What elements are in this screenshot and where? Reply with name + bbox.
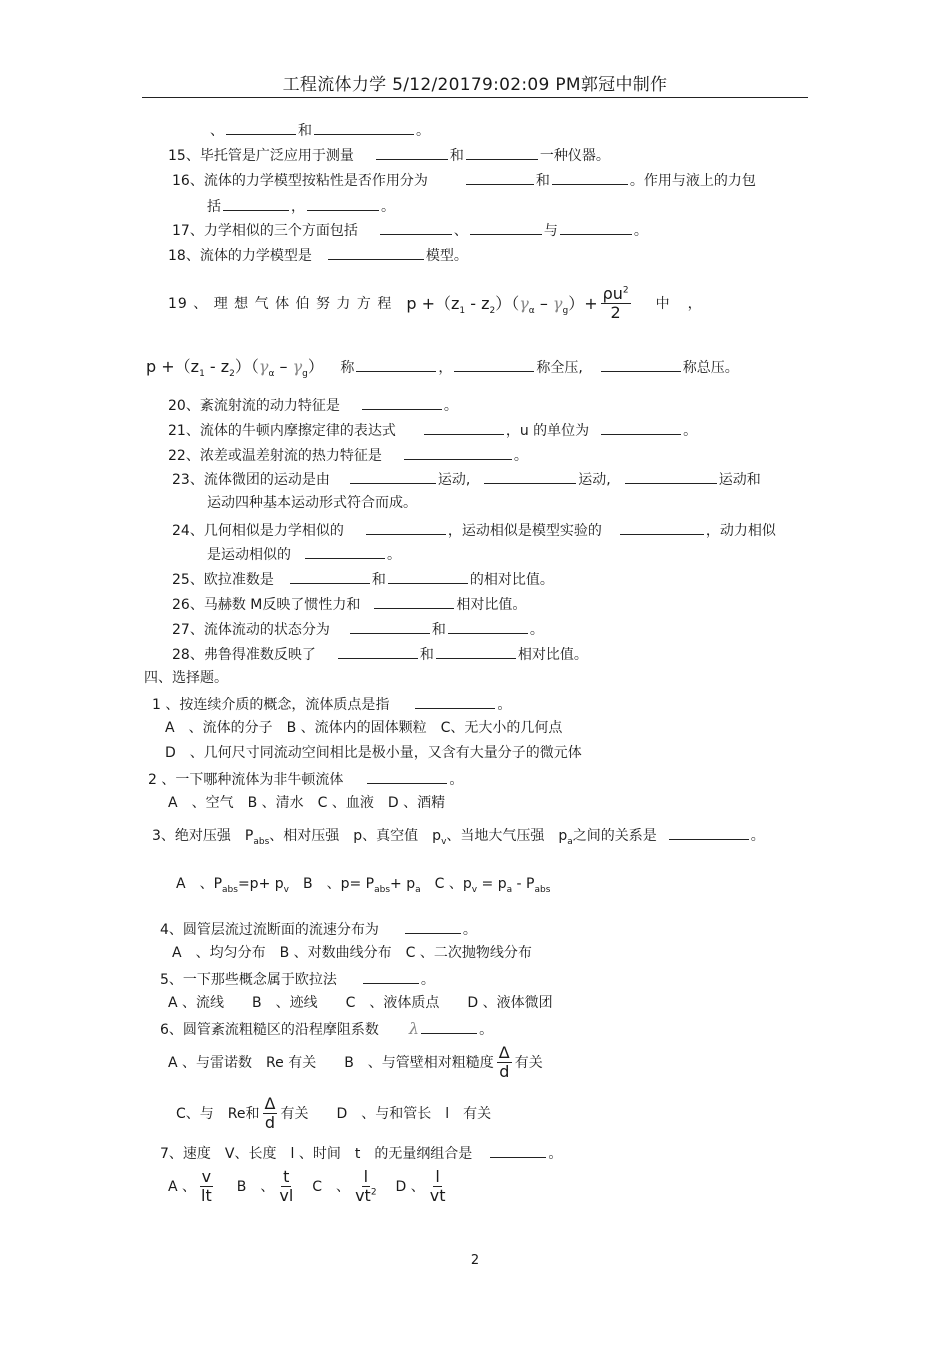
answer-blank[interactable]	[424, 420, 504, 435]
question-24-continuation: 是运动相似的 。	[207, 544, 401, 564]
option-a-fraction: $\frac{v}{lt}$	[201, 1167, 212, 1205]
answer-blank[interactable]	[338, 644, 418, 659]
question-14-continuation: 、 和 。	[210, 120, 430, 140]
answer-blank[interactable]	[388, 569, 468, 584]
question-19: 19 、 理 想 气 体 伯 努 力 方 程 $p +(z_1 - z_2)(\gamma_\alpha - \gamma_g)+$ $\frac{\rho u^2}{2}$ 中 ，	[168, 284, 702, 322]
question-28: 28、弗鲁得准数反映了 和 相对比值。	[172, 644, 588, 664]
choice-question-6: 6、圆管紊流粗糙区的沿程摩阻系数 λ 。	[160, 1019, 494, 1038]
answer-blank[interactable]	[560, 220, 632, 235]
answer-blank[interactable]	[307, 196, 379, 211]
question-16: 16、流体的力学模型按粘性是否作用分为 和 。作用与液上的力包	[172, 170, 756, 190]
choice-question-4: 4、圆管层流过流断面的流速分布为 。	[160, 919, 477, 939]
choice-7-options: A 、 $\frac{v}{lt}$ B 、 $\frac{t}{vl}$ C 、 $\frac{l}{vt^2}$ D 、 $\frac{l}{vt}$	[168, 1167, 446, 1205]
answer-blank[interactable]	[490, 1143, 546, 1158]
question-23: 23、流体微团的运动是由 运动, 运动, 运动和	[172, 469, 761, 489]
answer-blank[interactable]	[226, 120, 296, 135]
answer-blank[interactable]	[669, 825, 749, 840]
answer-blank[interactable]	[314, 120, 414, 135]
answer-blank[interactable]	[436, 644, 516, 659]
answer-blank[interactable]	[466, 145, 538, 160]
lambda-symbol: λ	[408, 1019, 420, 1038]
answer-blank[interactable]	[363, 969, 419, 984]
relative-roughness-fraction: $\frac{\Delta}{d}$	[498, 1043, 510, 1081]
relative-roughness-fraction: $\frac{\Delta}{d}$	[264, 1094, 276, 1132]
choice-6-options-ab: A 、与雷诺数 Re 有关 B 、与管壁相对粗糙度 $\frac{\Delta}{d}$ 有关	[168, 1043, 543, 1081]
answer-blank[interactable]	[367, 769, 447, 784]
question-16-continuation: 括 ， 。	[207, 196, 395, 216]
answer-blank[interactable]	[380, 220, 452, 235]
choice-question-7: 7、速度 V、长度 l 、时间 t 的无量纲组合是 。	[160, 1143, 562, 1163]
option-b-fraction: $\frac{t}{vl}$	[279, 1167, 294, 1205]
answer-blank[interactable]	[350, 619, 430, 634]
question-17: 17、力学相似的三个方面包括 、 与 。	[172, 220, 648, 240]
choice-question-1: 1 、按连续介质的概念，流体质点是指 。	[152, 694, 511, 714]
answer-blank[interactable]	[328, 245, 424, 260]
answer-blank[interactable]	[421, 1019, 477, 1034]
question-27: 27、流体流动的状态分为 和 。	[172, 619, 544, 639]
answer-blank[interactable]	[376, 145, 448, 160]
answer-blank[interactable]	[448, 619, 528, 634]
answer-blank[interactable]	[415, 694, 495, 709]
question-21: 21、流体的牛顿内摩擦定律的表达式 ，u 的单位为 。	[168, 420, 697, 440]
choice-question-3: 3、绝对压强 $P_{abs}$、相对压强 p、真空值 $p_v$、当地大气压强 $p_a$之间的关系是 。	[152, 825, 765, 845]
choice-6-options-cd: C、与 Re和 $\frac{\Delta}{d}$ 有关 D 、与和管长 l 有关	[176, 1094, 492, 1132]
choice-5-options: A 、流线 B 、迹线 C 、液体质点 D 、液体微团	[168, 995, 553, 1011]
choice-4-options: A 、均匀分布 B 、对数曲线分布 C 、二次抛物线分布	[172, 945, 532, 961]
choice-1-options-abc: A 、流体的分子 B 、流体内的固体颗粒 C、无大小的几何点	[165, 720, 563, 736]
answer-blank[interactable]	[356, 357, 436, 372]
question-24: 24、几何相似是力学相似的 ，运动相似是模型实验的 ，动力相似	[172, 520, 776, 540]
answer-blank[interactable]	[601, 357, 681, 372]
question-25: 25、欧拉准数是 和 的相对比值。	[172, 569, 554, 589]
page-number: 2	[470, 1253, 480, 1268]
bernoulli-formula: $p +(z_1 - z_2)(\gamma_\alpha - \gamma_g)+$	[406, 293, 598, 316]
option-d-fraction: $\frac{l}{vt}$	[429, 1167, 446, 1205]
answer-blank[interactable]	[470, 220, 542, 235]
answer-blank[interactable]	[466, 170, 534, 185]
section-4-title: 四、选择题。	[144, 670, 228, 686]
answer-blank[interactable]	[484, 469, 576, 484]
answer-blank[interactable]	[350, 469, 436, 484]
answer-blank[interactable]	[374, 594, 454, 609]
question-15: 15、毕托管是广泛应用于测量 和 一种仪器。	[168, 145, 610, 165]
option-c-fraction: $\frac{l}{vt^2}$	[355, 1167, 377, 1205]
answer-blank[interactable]	[454, 357, 534, 372]
answer-blank[interactable]	[552, 170, 628, 185]
choice-2-options: A 、空气 B 、清水 C 、血液 D 、酒精	[168, 795, 446, 811]
choice-1-option-d: D 、几何尺寸同流动空间相比是极小量，又含有大量分子的微元体	[165, 745, 582, 761]
choice-3-options: A 、$P_{abs}=p+ p_v$ B 、$p= P_{abs}+ p_a$ C 、$p_v = p_a - P_{abs}$	[176, 876, 551, 895]
answer-blank[interactable]	[366, 520, 446, 535]
answer-blank[interactable]	[223, 196, 289, 211]
answer-blank[interactable]	[625, 469, 717, 484]
answer-blank[interactable]	[620, 520, 704, 535]
answer-blank[interactable]	[362, 395, 442, 410]
page-header-title: 工程流体力学 5/12/20179:02:09 PM郭冠中制作	[282, 75, 668, 95]
answer-blank[interactable]	[290, 569, 370, 584]
question-19-continuation: $p +(z_1 - z_2)(\gamma_\alpha - \gamma_g)$ 称 ， 称全压, 称总压。	[146, 357, 739, 380]
choice-question-2: 2 、一下哪种流体为非牛顿流体 。	[148, 769, 463, 789]
answer-blank[interactable]	[601, 420, 681, 435]
dynamic-pressure-fraction: $\frac{\rho u^2}{2}$	[602, 284, 629, 322]
question-20: 20、紊流射流的动力特征是 。	[168, 395, 458, 415]
answer-blank[interactable]	[404, 445, 512, 460]
choice-question-5: 5、一下那些概念属于欧拉法 。	[160, 969, 435, 989]
question-26: 26、马赫数 M反映了惯性力和 相对比值。	[172, 594, 526, 614]
question-22: 22、浓差或温差射流的热力特征是 。	[168, 445, 528, 465]
question-18: 18、流体的力学模型是 模型。	[168, 245, 468, 265]
answer-blank[interactable]	[305, 544, 385, 559]
header-rule	[142, 97, 808, 98]
question-23-continuation: 运动四种基本运动形式符合而成。	[207, 495, 417, 511]
answer-blank[interactable]	[405, 919, 461, 934]
